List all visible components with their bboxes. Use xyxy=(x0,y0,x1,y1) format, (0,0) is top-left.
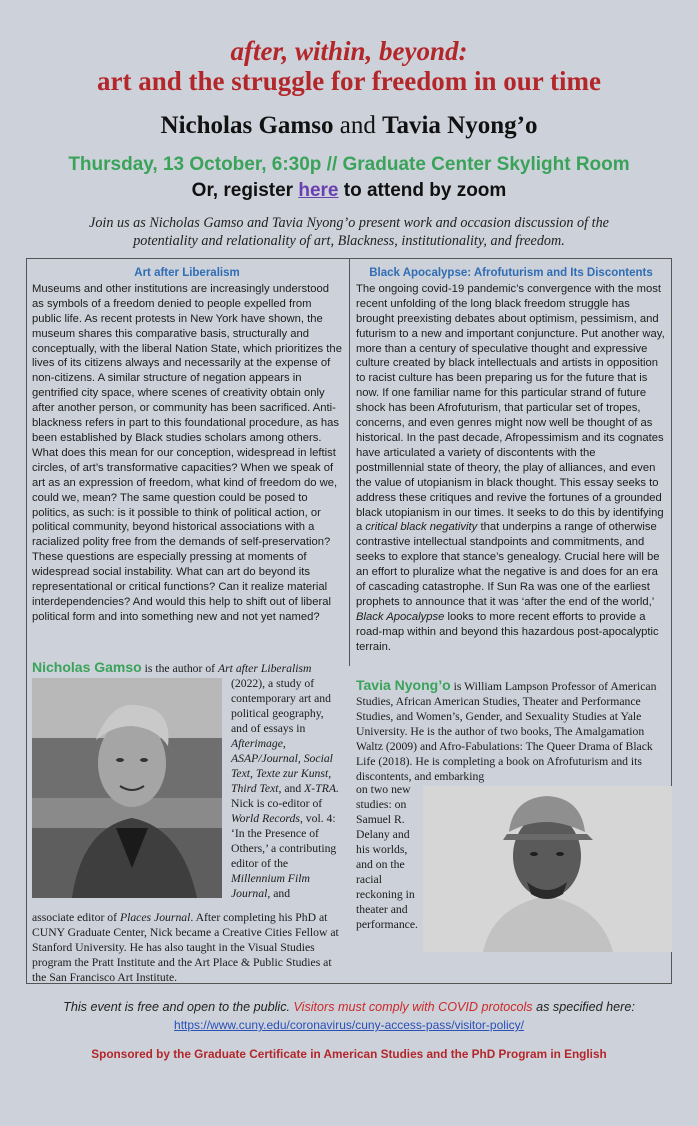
right-abstract-heading: Black Apocalypse: Afrofuturism and Its Discontents xyxy=(369,267,653,279)
intro-paragraph: Join us as Nicholas Gamso and Tavia Nyong’o present work and occasion discussion of the potentiality and relationality of art, Blackness, institutionality, and freedom. xyxy=(89,215,609,249)
nyongo-name: Tavia Nyong’o xyxy=(356,677,451,693)
left-abstract-heading: Art after Liberalism xyxy=(134,267,240,279)
nyongo-bio-side: on two new studies: on Samuel R. Delany and his worlds, and on the racial reckoning in theater and performance. xyxy=(356,783,418,931)
visitor-policy-link[interactable]: https://www.cuny.edu/coronavirus/cuny-access-pass/visitor-policy/ xyxy=(174,1018,524,1032)
speakers-line xyxy=(0,112,698,140)
sponsor-line: Sponsored by the Graduate Certificate in American Studies and the PhD Program in English xyxy=(91,1047,607,1061)
event-datetime-location: Thursday, 13 October, 6:30p // Graduate Center Skylight Room xyxy=(68,154,630,175)
right-abstract xyxy=(356,266,666,655)
gamso-bio-intro: Nicholas Gamso is the author of Art after Liberalism xyxy=(32,659,312,675)
speaker-and: and xyxy=(333,112,383,139)
title-line-1: after, within, beyond: xyxy=(230,36,468,66)
speaker-2-name: Tavia Nyong’o xyxy=(382,112,538,139)
speaker-1-name: Nicholas Gamso xyxy=(160,112,334,139)
gamso-name: Nicholas Gamso xyxy=(32,659,142,675)
gamso-photo xyxy=(32,678,222,898)
left-abstract-body: Museums and other institutions are increasingly understood as symbols of a freedom denied to people expelled from public life. As recent protests in New York have shown, the museum shares this comparative basis, structurally and conceptually, with the liberal Nation State, which prioritizes the lives of its citizens always and necessarily at the expense of non-citizens. A similar structure of negation appears in gentrified city space, where scenes of creativity obtain only after another person, or community has been sacrificed. Anti-blackness refers in part to this foundational procedure, as has been established by Black studies scholars among others. What does this mean for our conception, widespread in leftist circles, of art’s transformative capacities? When we speak of art as an expression of freedom, what kind of freedom do we, could we, mean? The same question could be posed to politics, as such: is it possible to think of political action, or political community, beyond historical associations with a racialized polity free from the demands of self-preservation? These questions are especially pressing at moments of widespread social instability. What can art do beyond its representational or critical functions? Can it realize material interdependencies? And would this help to shift out of liberal political form and into something new and not yet named? xyxy=(32,282,342,623)
column-divider xyxy=(349,258,350,666)
zoom-registration-line xyxy=(0,180,698,202)
right-abstract-body: The ongoing covid-19 pandemic’s convergence with the most recent unfolding of the long black freedom struggle has brought preexisting debates about optimism, pessimism, and futurism to a new and important conjuncture. Put another way, more than a century of speculative thought and expressive culture created by black intellectuals and artists in opposition to racist culture has been preparing us for the future that is now. If one familiar name for this particular strand of future shock has been Afrofuturism, that particular set of tropes, concerns, and even genres might now well be thought of as historical. In the past decade, Afropessimism and its cognates have articulated a variety of discontents with the postmillennial state of theory, the play of alliances, and even the value of utopianism in black thought. This essay seeks to address these critiques and revive the fortunes of a grounded black utopianism in our times. It seeks to do this by identifying a critical black negativity that underpins a range of otherwise contrastive intellectual standpoints and commitments, and seeks to explore that stance’s genealogy. Crucial here will be an effort to pluralize what the negative is and does for an era of cascading catastrophe. If Sun Ra was one of the earliest prophets to announce that it was ‘after the end of the world,’ Black Apocalypse looks to more recent efforts to provide a road-map within and beyond this hazardous post-apocalyptic terrain. xyxy=(356,282,665,653)
covid-notice: Visitors must comply with COVID protocols xyxy=(293,1000,533,1014)
title-line-2: art and the struggle for freedom in our time xyxy=(97,66,601,96)
gamso-bio-bottom: associate editor of Places Journal. After completing his PhD at CUNY Graduate Center, Nick became a Creative Cities Fellow at Stanford University. He has also taught in the Visual Studies program the Pratt Institute and the Art Place & Public Studies at the San Francisco Art Institute. xyxy=(32,911,339,984)
zoom-register-link[interactable]: here xyxy=(298,180,339,201)
nyongo-bio-intro: Tavia Nyong’o is William Lampson Professor of American Studies, African American Studies, Theater and Performance Studies, and Women’s, Gender, and Sexuality Studies at Yale University. He is the author of two books, The Amalgamation Waltz (2009) and Afro-Fabulations: The Queer Drama of Black Life (2018). He is completing a book on Afrofuturism and its discontents, and embarking xyxy=(356,677,657,783)
gamso-bio-side: (2022), a study of contemporary art and political geography, and of essays in Afterimage, ASAP/Journal, Social Text, Texte zur Kunst, Third Text, and X-TRA. Nick is co-editor of World Records, vol. 4: ‘In the Presence of Others,’ a contributing editor of the Millennium Film Journal, and xyxy=(231,677,339,900)
zoom-prefix: Or, register xyxy=(191,180,299,201)
nyongo-photo xyxy=(423,786,672,952)
left-abstract xyxy=(32,266,342,625)
free-event-notice: This event is free and open to the public. Visitors must comply with COVID protocols as specified here: xyxy=(63,1000,635,1014)
zoom-suffix: to attend by zoom xyxy=(338,180,507,201)
